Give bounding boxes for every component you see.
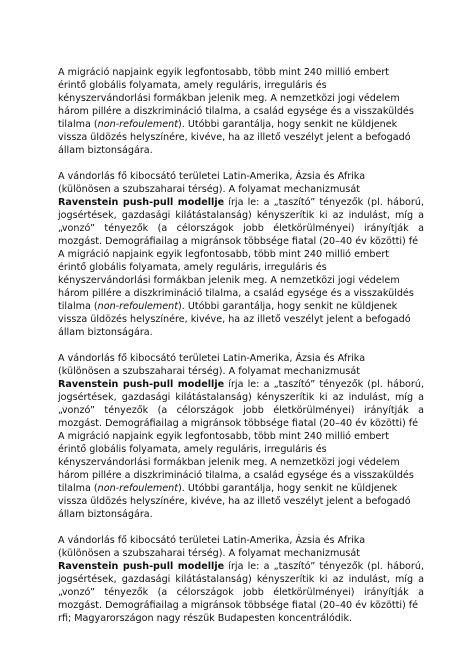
text-run: A vándorlás fő kibocsátó területei Latin-Amerika, Ázsia és Afrika xyxy=(58,535,366,546)
text-run: (különösen a szubszaharai térség). A folyamat mechanizmusát xyxy=(58,366,361,377)
text-line xyxy=(58,274,424,287)
text-line xyxy=(58,482,424,495)
text-line xyxy=(58,261,424,274)
text-line xyxy=(58,222,424,235)
paragraph xyxy=(58,352,424,521)
text-line xyxy=(58,534,424,547)
text-line xyxy=(58,248,424,261)
text-run: vissza üldözés helyszínére, kivéve, ha az illető veszélyt jelent a befogadó xyxy=(58,314,411,325)
text-line xyxy=(58,417,424,430)
text-run: A migráció napjaink egyik legfontosabb, több mint 240 millió embert xyxy=(58,431,390,442)
text-run: három pillére a diszkrimináció tilalma, a család egysége és a visszaküldés xyxy=(58,106,414,117)
text-run: vissza üldözés helyszínére, kivéve, ha az illető veszélyt jelent a befogadó xyxy=(58,132,411,143)
bold-term: Ravenstein push-pull modellje xyxy=(58,197,225,208)
bold-term: Ravenstein push-pull modellje xyxy=(58,561,225,572)
text-line xyxy=(58,118,424,131)
text-line xyxy=(58,612,424,625)
text-line xyxy=(58,508,424,521)
text-run: állam biztonságára. xyxy=(58,327,153,338)
text-line xyxy=(58,599,424,612)
text-line xyxy=(58,378,424,391)
text-line xyxy=(58,560,424,573)
text-run: kényszervándorlási formákban jelenik meg. A nemzetközi jogi védelem xyxy=(58,93,400,104)
text-run: „vonzó” tényezők (a célországok jobb életkörülményei) irányítják a xyxy=(58,223,424,234)
text-run: tilalma ( xyxy=(58,301,98,312)
text-line xyxy=(58,209,424,222)
text-run: A vándorlás fő kibocsátó területei Latin-Amerika, Ázsia és Afrika xyxy=(58,353,366,364)
text-line xyxy=(58,495,424,508)
italic-term: non-refoulement xyxy=(97,483,178,494)
text-line xyxy=(58,131,424,144)
text-line xyxy=(58,456,424,469)
text-run: jogsértések, gazdasági kilátástalanság) kényszerítik ki az indulást, míg a xyxy=(58,392,424,403)
text-run: rfi; Magyarországon nagy részük Budapesten koncentrálódik. xyxy=(58,613,353,624)
text-line xyxy=(58,586,424,599)
text-line xyxy=(58,66,424,79)
text-line xyxy=(58,92,424,105)
text-run: írja le: a „taszító” tényezők (pl. háború, xyxy=(224,197,425,208)
text-run: jogsértések, gazdasági kilátástalanság) kényszerítik ki az indulást, míg a xyxy=(58,574,424,585)
text-line xyxy=(58,469,424,482)
text-line xyxy=(58,170,424,183)
text-line xyxy=(58,326,424,339)
text-run: állam biztonságára. xyxy=(58,509,153,520)
text-line xyxy=(58,79,424,92)
text-run: (különösen a szubszaharai térség). A folyamat mechanizmusát xyxy=(58,548,361,559)
text-run: kényszervándorlási formákban jelenik meg. A nemzetközi jogi védelem xyxy=(58,457,400,468)
text-line xyxy=(58,352,424,365)
text-run: A vándorlás fő kibocsátó területei Latin-Amerika, Ázsia és Afrika xyxy=(58,171,366,182)
text-run: három pillére a diszkrimináció tilalma, a család egysége és a visszaküldés xyxy=(58,470,414,481)
text-run: érintő globális folyamata, amely reguláris, irreguláris és xyxy=(58,444,327,455)
text-run: ). Utóbbi garantálja, hogy senkit ne küldjenek xyxy=(177,483,398,494)
text-run: jogsértések, gazdasági kilátástalanság) kényszerítik ki az indulást, míg a xyxy=(58,210,424,221)
text-line xyxy=(58,547,424,560)
document-body xyxy=(58,66,424,625)
text-run: tilalma ( xyxy=(58,483,98,494)
text-run: érintő globális folyamata, amely reguláris, irreguláris és xyxy=(58,262,327,273)
paragraph xyxy=(58,170,424,339)
text-run: ). Utóbbi garantálja, hogy senkit ne küldjenek xyxy=(177,301,398,312)
text-run: állam biztonságára. xyxy=(58,145,153,156)
text-line xyxy=(58,313,424,326)
text-line xyxy=(58,300,424,313)
text-run: mozgást. Demográfiailag a migránsok többsége fiatal (20–40 év közötti) fé xyxy=(58,418,419,429)
text-run: A migráció napjaink egyik legfontosabb, több mint 240 millió embert xyxy=(58,67,390,78)
text-run: írja le: a „taszító” tényezők (pl. háború, xyxy=(224,379,425,390)
text-run: kényszervándorlási formákban jelenik meg. A nemzetközi jogi védelem xyxy=(58,275,400,286)
text-run: mozgást. Demográfiailag a migránsok többsége fiatal (20–40 év közötti) fé xyxy=(58,236,419,247)
text-line xyxy=(58,391,424,404)
text-run: írja le: a „taszító” tényezők (pl. háború, xyxy=(224,561,425,572)
text-run: (különösen a szubszaharai térség). A folyamat mechanizmusát xyxy=(58,184,361,195)
text-line xyxy=(58,443,424,456)
text-run: három pillére a diszkrimináció tilalma, a család egysége és a visszaküldés xyxy=(58,288,414,299)
text-run: vissza üldözés helyszínére, kivéve, ha az illető veszélyt jelent a befogadó xyxy=(58,496,411,507)
text-line xyxy=(58,365,424,378)
text-line xyxy=(58,235,424,248)
text-run: érintő globális folyamata, amely reguláris, irreguláris és xyxy=(58,80,327,91)
text-line xyxy=(58,573,424,586)
paragraph xyxy=(58,534,424,625)
bold-term: Ravenstein push-pull modellje xyxy=(58,379,225,390)
text-run: A migráció napjaink egyik legfontosabb, több mint 240 millió embert xyxy=(58,249,390,260)
text-line xyxy=(58,287,424,300)
text-run: „vonzó” tényezők (a célországok jobb életkörülményei) irányítják a xyxy=(58,405,424,416)
text-line xyxy=(58,183,424,196)
text-run: tilalma ( xyxy=(58,119,98,130)
italic-term: non-refoulement xyxy=(97,119,178,130)
text-line xyxy=(58,430,424,443)
text-line xyxy=(58,404,424,417)
text-run: mozgást. Demográfiailag a migránsok többsége fiatal (20–40 év közötti) fé xyxy=(58,600,419,611)
text-line xyxy=(58,144,424,157)
text-run: ). Utóbbi garantálja, hogy senkit ne küldjenek xyxy=(177,119,398,130)
paragraph xyxy=(58,66,424,157)
text-line xyxy=(58,196,424,209)
text-line xyxy=(58,105,424,118)
italic-term: non-refoulement xyxy=(97,301,178,312)
text-run: „vonzó” tényezők (a célországok jobb életkörülményei) irányítják a xyxy=(58,587,424,598)
